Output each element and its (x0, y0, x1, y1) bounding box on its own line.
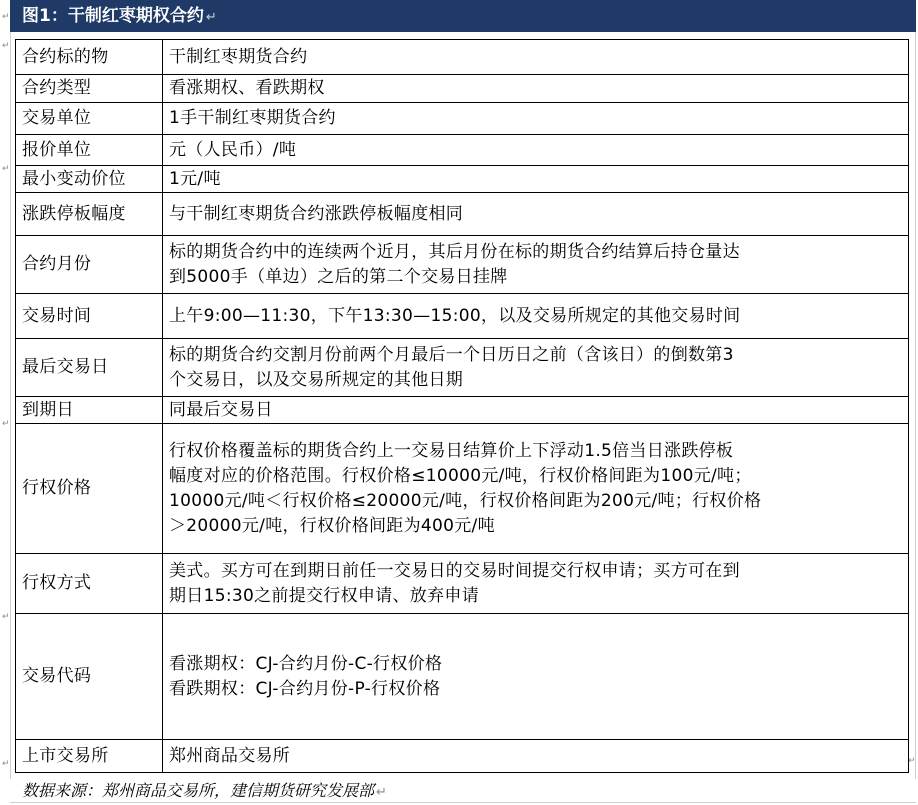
row-value-line: 1手干制红枣期货合约 (169, 108, 336, 128)
table-row (16, 236, 909, 294)
row-value (163, 103, 909, 135)
table-row (16, 75, 909, 103)
row-value (163, 75, 909, 103)
row-value (163, 40, 909, 75)
row-value-line: 标的期货合约交割月份前两个月最后一个日历日之前（含该日）的倒数第3 (169, 344, 734, 365)
row-value-line: 10000元/吨＜行权价格≤20000元/吨，行权价格间距为200元/吨；行权价格 (169, 490, 762, 511)
row-label: 合约类型 (16, 75, 163, 103)
table-row (16, 554, 909, 614)
paragraph-mark-icon: ↵ (2, 419, 10, 429)
row-label: 上市交易所 (16, 740, 163, 773)
row-label: 涨跌停板幅度 (16, 193, 163, 236)
row-value (163, 193, 909, 236)
row-value-line: 同最后交易日 (169, 399, 273, 420)
row-value-line: 期日15:30之前提交行权申请、放弃申请 (169, 585, 479, 606)
table-row (16, 103, 909, 135)
row-value-line: 上午9:00—11:30，下午13:30—15:00，以及交易所规定的其他交易时间 (169, 305, 741, 326)
table-row (16, 40, 909, 75)
row-value-line: 幅度对应的价格范围。行权价格≤10000元/吨，行权价格间距为100元/吨； (169, 465, 752, 486)
row-value-line: 看涨期权、看跌期权 (169, 78, 325, 98)
row-value-line: 看跌期权：CJ-合约月份-P-行权价格 (169, 678, 441, 699)
row-label: 行权价格 (16, 424, 163, 554)
paragraph-mark-icon: ↵ (376, 785, 387, 800)
table-row (16, 339, 909, 397)
table-row (16, 740, 909, 773)
row-label: 合约月份 (16, 236, 163, 294)
row-value-line: 元（人民币）/吨 (169, 139, 297, 160)
table-row (16, 135, 909, 166)
row-label: 交易代码 (16, 614, 163, 740)
row-label: 最后交易日 (16, 339, 163, 397)
row-value-line: 与干制红枣期货合约涨跌停板幅度相同 (169, 203, 464, 224)
row-value (163, 740, 909, 773)
source-text: 数据来源：郑州商品交易所，建信期货研究发展部 (22, 781, 375, 800)
row-value-line: 到5000手（单边）之后的第二个交易日挂牌 (169, 266, 508, 287)
row-label: 行权方式 (16, 554, 163, 614)
paragraph-mark-icon: ↵ (2, 759, 10, 769)
row-value (163, 166, 909, 193)
table-row (16, 614, 909, 740)
row-value-line: 个交易日，以及交易所规定的其他日期 (169, 369, 464, 390)
row-value-line: ＞20000元/吨，行权价格间距为400元/吨 (169, 515, 495, 536)
row-label: 交易时间 (16, 294, 163, 339)
table-row (16, 294, 909, 339)
row-value-line: 美式。买方可在到期日前任一交易日的交易时间提交行权申请；买方可在到 (169, 560, 740, 581)
row-value (163, 339, 909, 397)
table-row (16, 424, 909, 554)
option-contract-spec-table (15, 39, 909, 773)
row-value-line: 行权价格覆盖标的期货合约上一交易日结算价上下浮动1.5倍当日涨跌停板 (169, 440, 734, 461)
paragraph-mark-icon: ↵ (908, 756, 916, 766)
row-value-line: 看涨期权：CJ-合约月份-C-行权价格 (169, 653, 443, 674)
paragraph-mark-icon: ↵ (205, 10, 217, 25)
row-value (163, 554, 909, 614)
figure-title-bar (10, 0, 916, 32)
row-value (163, 397, 909, 424)
row-label: 报价单位 (16, 135, 163, 166)
row-value-line: 郑州商品交易所 (169, 745, 291, 766)
row-label: 合约标的物 (16, 40, 163, 75)
row-label: 到期日 (16, 397, 163, 424)
paragraph-mark-icon: ↵ (2, 41, 10, 51)
table-row (16, 166, 909, 193)
row-value (163, 424, 909, 554)
row-value-line: 干制红枣期货合约 (169, 46, 308, 67)
row-value-line: 1元/吨 (169, 168, 221, 189)
paragraph-mark-icon: ↵ (2, 12, 10, 22)
row-label: 最小变动价位 (16, 166, 163, 193)
row-value (163, 294, 909, 339)
paragraph-mark-icon: ↵ (2, 612, 10, 622)
row-value (163, 236, 909, 294)
row-value-line: 标的期货合约中的连续两个近月，其后月份在标的期货合约结算后持仓量达 (169, 241, 740, 262)
table-row (16, 397, 909, 424)
row-value (163, 614, 909, 740)
figure-title: 图1：干制红枣期权合约 (22, 6, 204, 26)
table-row (16, 193, 909, 236)
paragraph-mark-icon: ↵ (2, 164, 10, 174)
bottom-divider (10, 802, 916, 803)
row-label: 交易单位 (16, 103, 163, 135)
row-value (163, 135, 909, 166)
